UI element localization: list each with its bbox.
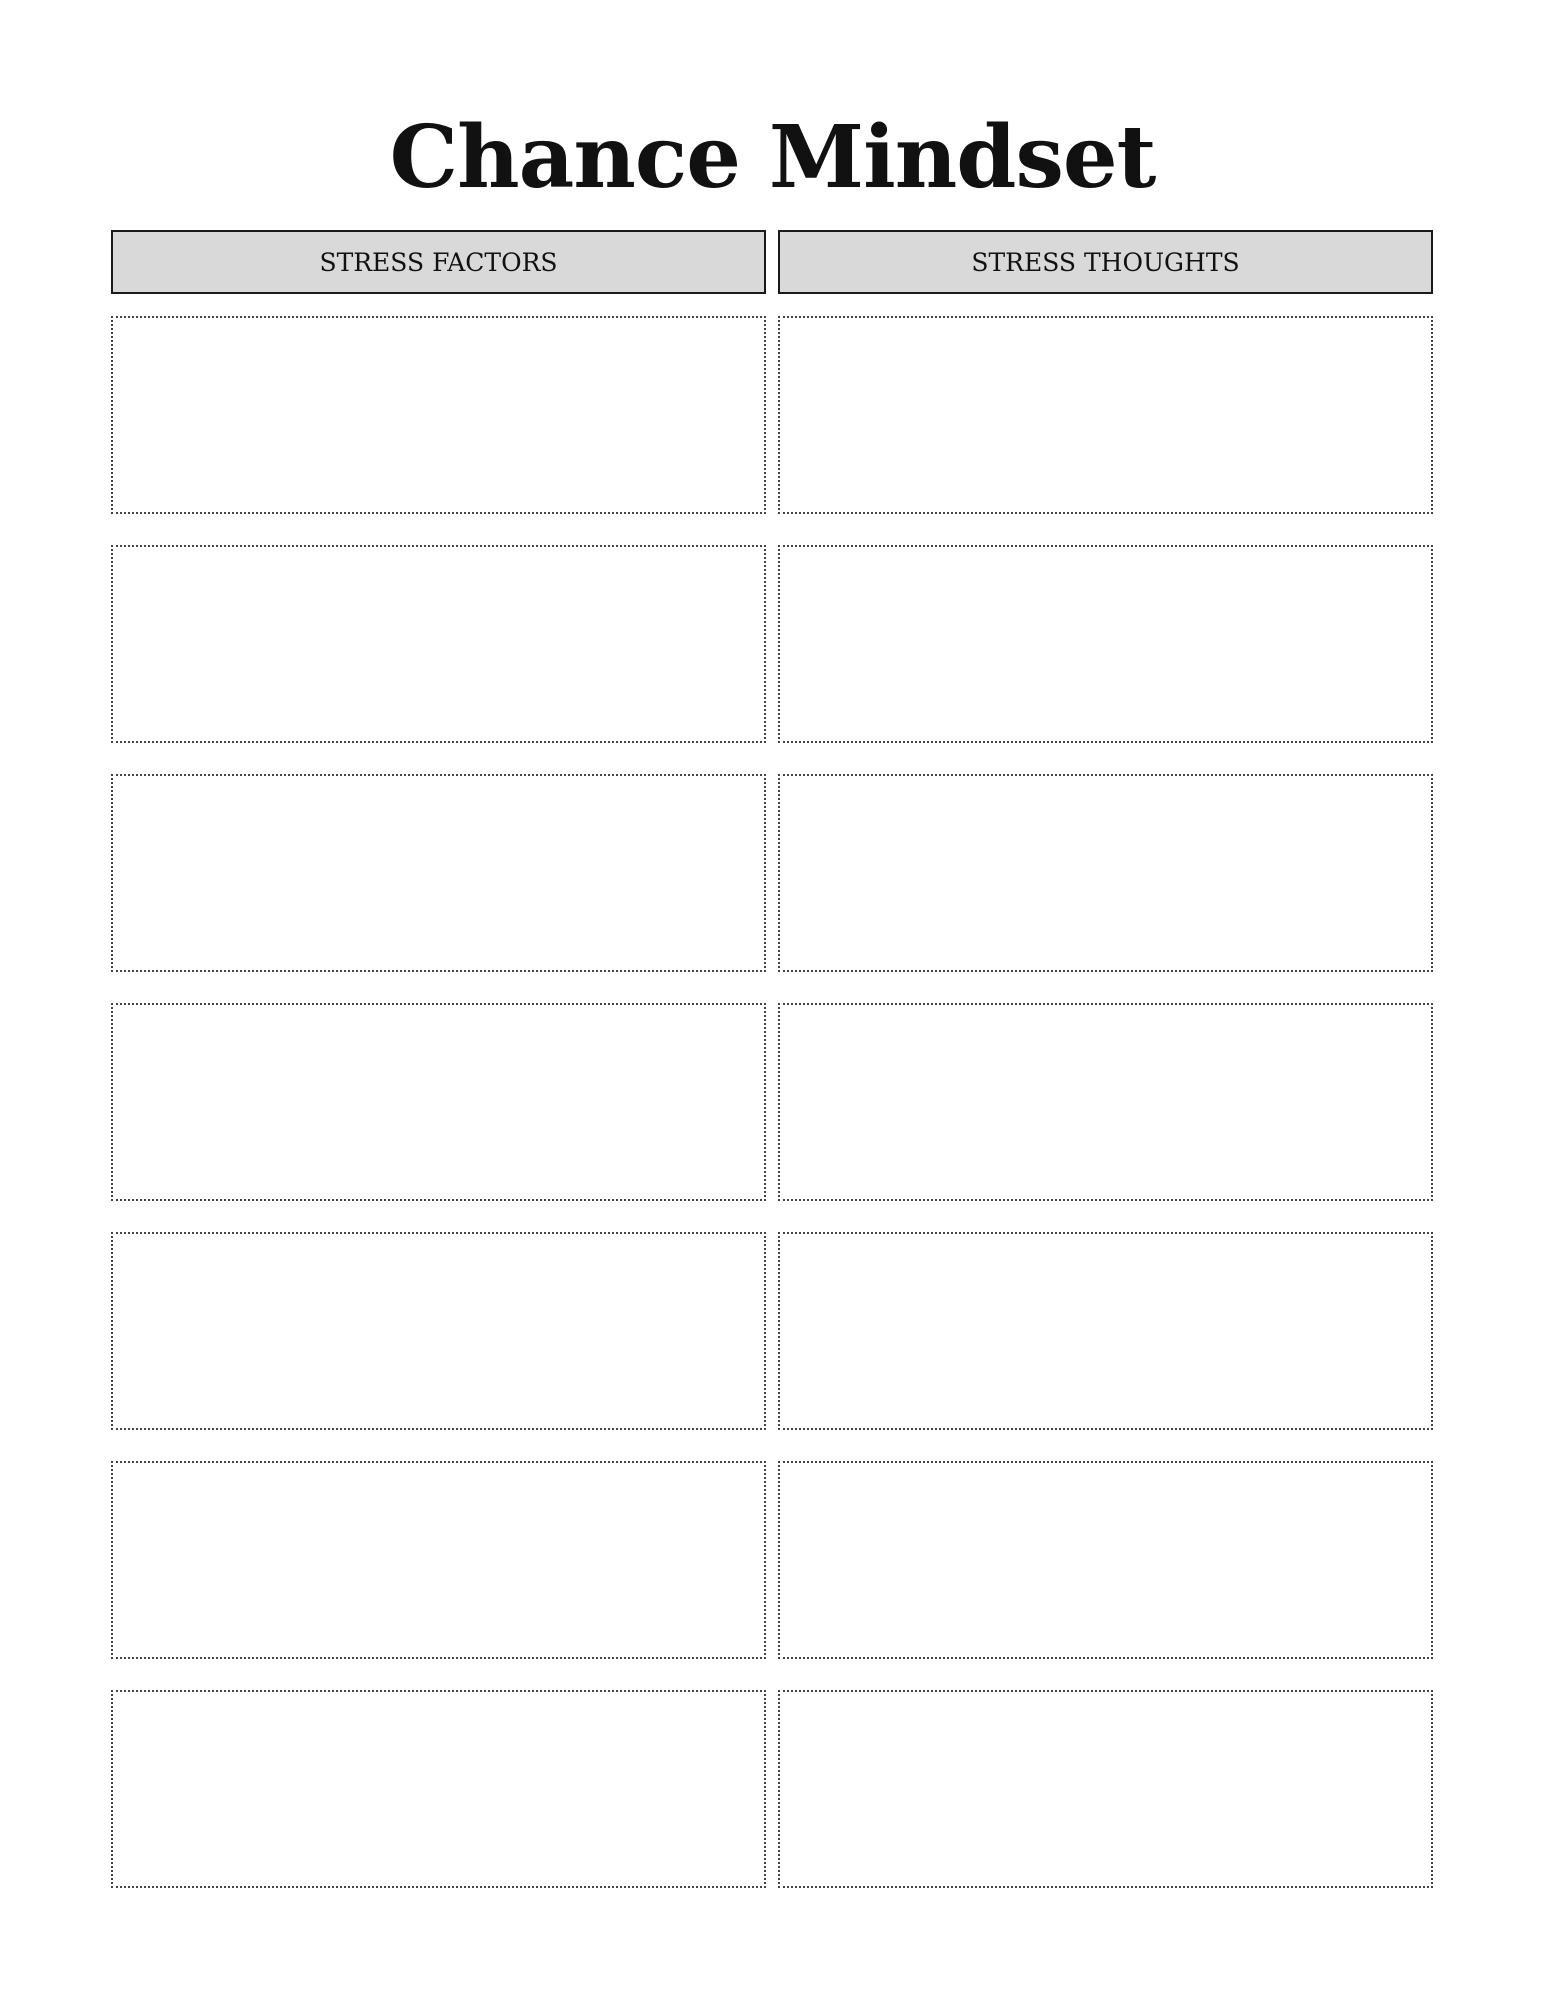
column-header-stress-factors: STRESS FACTORS <box>111 230 766 294</box>
column-header-stress-thoughts: STRESS THOUGHTS <box>778 230 1433 294</box>
table-row <box>111 1232 1433 1430</box>
table-row <box>111 1690 1433 1888</box>
table-row <box>111 316 1433 514</box>
stress-factor-box[interactable] <box>111 1461 766 1659</box>
stress-factor-box[interactable] <box>111 774 766 972</box>
stress-thought-box[interactable] <box>778 1003 1433 1201</box>
table-row <box>111 774 1433 972</box>
table-row <box>111 1003 1433 1201</box>
worksheet-table <box>111 230 1433 1919</box>
stress-thought-box[interactable] <box>778 545 1433 743</box>
stress-factor-box[interactable] <box>111 1232 766 1430</box>
entry-rows <box>111 316 1433 1888</box>
stress-thought-box[interactable] <box>778 1690 1433 1888</box>
table-row <box>111 1461 1433 1659</box>
stress-thought-box[interactable] <box>778 1461 1433 1659</box>
column-headers <box>111 230 1433 294</box>
stress-thought-box[interactable] <box>778 774 1433 972</box>
stress-thought-box[interactable] <box>778 1232 1433 1430</box>
stress-factor-box[interactable] <box>111 316 766 514</box>
stress-factor-box[interactable] <box>111 1690 766 1888</box>
page-title: Chance Mindset <box>389 107 1156 208</box>
stress-thought-box[interactable] <box>778 316 1433 514</box>
table-row <box>111 545 1433 743</box>
stress-factor-box[interactable] <box>111 1003 766 1201</box>
stress-factor-box[interactable] <box>111 545 766 743</box>
